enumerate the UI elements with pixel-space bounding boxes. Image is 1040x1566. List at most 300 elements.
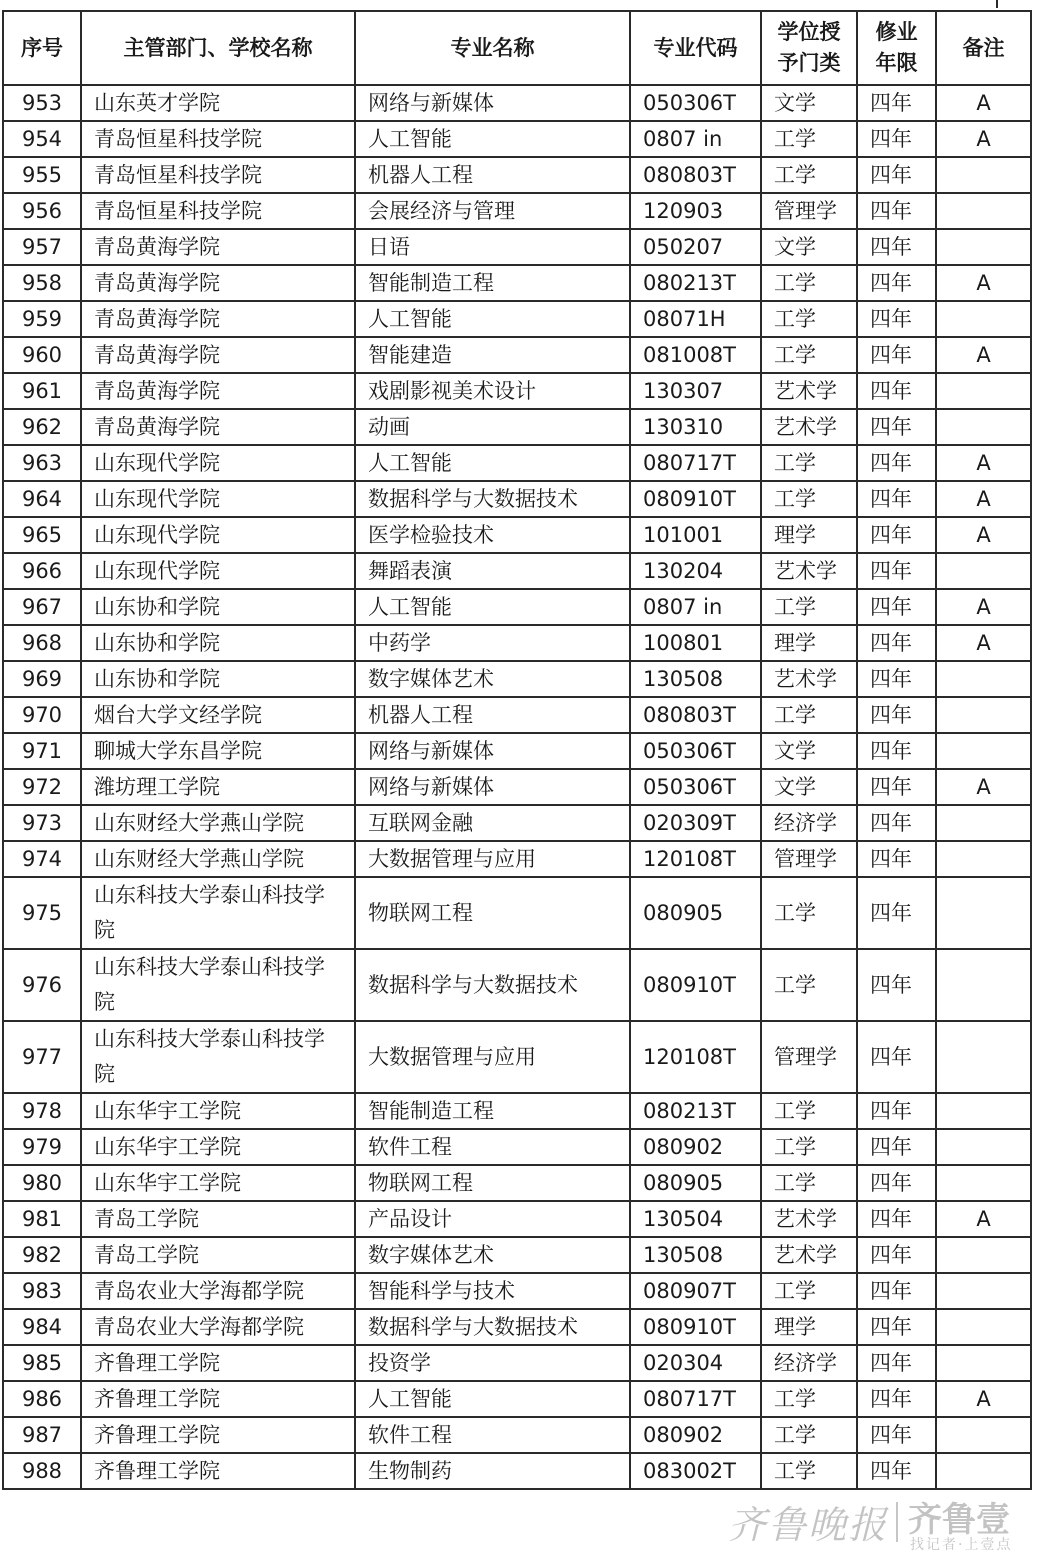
cell-code: 0807 in — [630, 589, 761, 625]
cell-major: 互联网金融 — [355, 805, 630, 841]
cell-school: 山东华宇工学院 — [81, 1165, 355, 1201]
table-row — [3, 229, 1031, 265]
cell-note — [936, 1273, 1031, 1309]
header-degree-category-line1: 学位授 — [777, 20, 841, 44]
cell-study-length: 四年 — [857, 301, 936, 337]
table-row — [3, 409, 1031, 445]
table-row — [3, 553, 1031, 589]
cell-code: 120108T — [630, 1021, 761, 1093]
cell-school: 青岛恒星科技学院 — [81, 121, 355, 157]
cell-code: 080717T — [630, 445, 761, 481]
cell-study-length: 四年 — [857, 589, 936, 625]
cell-code: 080717T — [630, 1381, 761, 1417]
cell-code: 120903 — [630, 193, 761, 229]
cell-school: 山东协和学院 — [81, 625, 355, 661]
cell-seq: 981 — [3, 1201, 81, 1237]
cell-school: 山东华宇工学院 — [81, 1129, 355, 1165]
cell-study-length: 四年 — [857, 1165, 936, 1201]
table-row — [3, 337, 1031, 373]
cell-seq: 954 — [3, 121, 81, 157]
cell-school: 聊城大学东昌学院 — [81, 733, 355, 769]
cell-note: A — [936, 337, 1031, 373]
cell-major: 物联网工程 — [355, 1165, 630, 1201]
page-edge-line — [996, 0, 998, 8]
cell-seq: 975 — [3, 877, 81, 949]
cell-school: 山东科技大学泰山科技学院 — [81, 1021, 355, 1093]
table-row — [3, 1129, 1031, 1165]
cell-seq: 963 — [3, 445, 81, 481]
header-study-length — [857, 11, 936, 85]
cell-code: 130504 — [630, 1201, 761, 1237]
cell-study-length: 四年 — [857, 1381, 936, 1417]
cell-major: 网络与新媒体 — [355, 85, 630, 121]
cell-note — [936, 1021, 1031, 1093]
watermark-slogan: 找记者·上壹点 — [910, 1537, 1013, 1553]
cell-study-length: 四年 — [857, 265, 936, 301]
cell-major: 舞蹈表演 — [355, 553, 630, 589]
cell-degree-category: 文学 — [761, 733, 857, 769]
cell-note — [936, 373, 1031, 409]
cell-study-length: 四年 — [857, 1309, 936, 1345]
cell-degree-category: 工学 — [761, 337, 857, 373]
table-row — [3, 1021, 1031, 1093]
cell-note — [936, 805, 1031, 841]
table-row — [3, 373, 1031, 409]
cell-seq: 974 — [3, 841, 81, 877]
cell-degree-category: 文学 — [761, 769, 857, 805]
cell-major: 智能建造 — [355, 337, 630, 373]
cell-note — [936, 1309, 1031, 1345]
cell-note — [936, 1165, 1031, 1201]
cell-code: 080910T — [630, 949, 761, 1021]
table-row — [3, 1345, 1031, 1381]
cell-major: 中药学 — [355, 625, 630, 661]
cell-major: 智能科学与技术 — [355, 1273, 630, 1309]
cell-degree-category: 艺术学 — [761, 1201, 857, 1237]
cell-seq: 985 — [3, 1345, 81, 1381]
cell-major: 人工智能 — [355, 445, 630, 481]
cell-study-length: 四年 — [857, 733, 936, 769]
cell-code: 08071H — [630, 301, 761, 337]
cell-major: 医学检验技术 — [355, 517, 630, 553]
cell-note: A — [936, 625, 1031, 661]
cell-study-length: 四年 — [857, 1021, 936, 1093]
cell-school: 青岛黄海学院 — [81, 265, 355, 301]
table-row — [3, 1309, 1031, 1345]
cell-code: 130508 — [630, 1237, 761, 1273]
table-row — [3, 625, 1031, 661]
cell-degree-category: 工学 — [761, 1417, 857, 1453]
table-row — [3, 445, 1031, 481]
cell-degree-category: 工学 — [761, 445, 857, 481]
table-row — [3, 1201, 1031, 1237]
cell-code: 120108T — [630, 841, 761, 877]
cell-major: 投资学 — [355, 1345, 630, 1381]
table-row — [3, 733, 1031, 769]
cell-note — [936, 1345, 1031, 1381]
table-row — [3, 1237, 1031, 1273]
cell-code: 050306T — [630, 769, 761, 805]
cell-major: 数字媒体艺术 — [355, 661, 630, 697]
cell-code: 080905 — [630, 1165, 761, 1201]
cell-study-length: 四年 — [857, 85, 936, 121]
cell-study-length: 四年 — [857, 1129, 936, 1165]
cell-note — [936, 1093, 1031, 1129]
cell-degree-category: 管理学 — [761, 1021, 857, 1093]
cell-major: 人工智能 — [355, 121, 630, 157]
cell-study-length: 四年 — [857, 1201, 936, 1237]
cell-major: 大数据管理与应用 — [355, 841, 630, 877]
cell-seq: 978 — [3, 1093, 81, 1129]
cell-study-length: 四年 — [857, 877, 936, 949]
cell-degree-category: 工学 — [761, 1453, 857, 1489]
cell-degree-category: 工学 — [761, 877, 857, 949]
cell-degree-category: 理学 — [761, 517, 857, 553]
cell-seq: 957 — [3, 229, 81, 265]
cell-degree-category: 艺术学 — [761, 553, 857, 589]
cell-code: 130307 — [630, 373, 761, 409]
cell-study-length: 四年 — [857, 625, 936, 661]
cell-degree-category: 工学 — [761, 1165, 857, 1201]
cell-note: A — [936, 445, 1031, 481]
cell-degree-category: 工学 — [761, 1381, 857, 1417]
cell-school: 山东科技大学泰山科技学院 — [81, 949, 355, 1021]
cell-degree-category: 艺术学 — [761, 409, 857, 445]
cell-code: 050306T — [630, 733, 761, 769]
cell-seq: 976 — [3, 949, 81, 1021]
table-row — [3, 157, 1031, 193]
cell-degree-category: 工学 — [761, 1273, 857, 1309]
cell-school: 青岛农业大学海都学院 — [81, 1309, 355, 1345]
newspaper-watermark — [728, 1492, 1033, 1562]
cell-school: 齐鲁理工学院 — [81, 1453, 355, 1489]
cell-school: 齐鲁理工学院 — [81, 1381, 355, 1417]
cell-study-length: 四年 — [857, 949, 936, 1021]
cell-degree-category: 文学 — [761, 229, 857, 265]
cell-study-length: 四年 — [857, 769, 936, 805]
cell-note — [936, 409, 1031, 445]
cell-note — [936, 301, 1031, 337]
cell-degree-category: 工学 — [761, 1093, 857, 1129]
cell-school: 青岛恒星科技学院 — [81, 157, 355, 193]
cell-major: 大数据管理与应用 — [355, 1021, 630, 1093]
cell-code: 050306T — [630, 85, 761, 121]
table-row — [3, 661, 1031, 697]
cell-degree-category: 管理学 — [761, 841, 857, 877]
cell-note: A — [936, 1201, 1031, 1237]
table-row — [3, 517, 1031, 553]
cell-note — [936, 193, 1031, 229]
cell-study-length: 四年 — [857, 157, 936, 193]
cell-degree-category: 工学 — [761, 301, 857, 337]
cell-degree-category: 文学 — [761, 85, 857, 121]
cell-degree-category: 艺术学 — [761, 373, 857, 409]
header-study-length-line1: 修业 — [875, 20, 918, 44]
cell-degree-category: 工学 — [761, 157, 857, 193]
table-row — [3, 1165, 1031, 1201]
cell-note: A — [936, 265, 1031, 301]
cell-code: 080213T — [630, 265, 761, 301]
table-header-row — [3, 11, 1031, 85]
cell-school: 山东财经大学燕山学院 — [81, 841, 355, 877]
cell-school: 青岛恒星科技学院 — [81, 193, 355, 229]
cell-study-length: 四年 — [857, 517, 936, 553]
watermark-brand: 齐鲁壹 — [908, 1500, 1010, 1540]
cell-code: 050207 — [630, 229, 761, 265]
cell-degree-category: 理学 — [761, 1309, 857, 1345]
cell-seq: 972 — [3, 769, 81, 805]
cell-note: A — [936, 85, 1031, 121]
cell-code: 0807 in — [630, 121, 761, 157]
cell-note — [936, 553, 1031, 589]
cell-school: 青岛黄海学院 — [81, 337, 355, 373]
cell-code: 080803T — [630, 697, 761, 733]
cell-seq: 988 — [3, 1453, 81, 1489]
cell-major: 软件工程 — [355, 1129, 630, 1165]
cell-seq: 966 — [3, 553, 81, 589]
table-row — [3, 1273, 1031, 1309]
cell-seq: 977 — [3, 1021, 81, 1093]
cell-major: 戏剧影视美术设计 — [355, 373, 630, 409]
cell-seq: 961 — [3, 373, 81, 409]
cell-seq: 982 — [3, 1237, 81, 1273]
header-code: 专业代码 — [630, 11, 761, 85]
cell-degree-category: 工学 — [761, 949, 857, 1021]
table-row — [3, 301, 1031, 337]
cell-degree-category: 理学 — [761, 625, 857, 661]
cell-seq: 971 — [3, 733, 81, 769]
cell-school: 山东现代学院 — [81, 553, 355, 589]
cell-code: 081008T — [630, 337, 761, 373]
cell-note — [936, 697, 1031, 733]
cell-note — [936, 1417, 1031, 1453]
major-list-table — [2, 10, 1032, 1490]
cell-code: 080213T — [630, 1093, 761, 1129]
cell-code: 080910T — [630, 481, 761, 517]
cell-school: 青岛农业大学海都学院 — [81, 1273, 355, 1309]
cell-seq: 983 — [3, 1273, 81, 1309]
cell-seq: 980 — [3, 1165, 81, 1201]
cell-major: 人工智能 — [355, 589, 630, 625]
table-row — [3, 769, 1031, 805]
cell-school: 青岛黄海学院 — [81, 229, 355, 265]
cell-code: 083002T — [630, 1453, 761, 1489]
table-row — [3, 85, 1031, 121]
cell-school: 山东协和学院 — [81, 589, 355, 625]
cell-major: 软件工程 — [355, 1417, 630, 1453]
table-row — [3, 265, 1031, 301]
cell-study-length: 四年 — [857, 445, 936, 481]
header-degree-category-line2: 予门类 — [777, 51, 841, 75]
cell-code: 080905 — [630, 877, 761, 949]
cell-note — [936, 229, 1031, 265]
cell-note — [936, 733, 1031, 769]
table-row — [3, 805, 1031, 841]
cell-note — [936, 1237, 1031, 1273]
header-note: 备注 — [936, 11, 1031, 85]
cell-degree-category: 工学 — [761, 697, 857, 733]
cell-code: 080902 — [630, 1129, 761, 1165]
cell-school: 山东华宇工学院 — [81, 1093, 355, 1129]
table-row — [3, 1381, 1031, 1417]
cell-seq: 953 — [3, 85, 81, 121]
cell-school: 青岛黄海学院 — [81, 301, 355, 337]
cell-seq: 979 — [3, 1129, 81, 1165]
cell-seq: 955 — [3, 157, 81, 193]
cell-major: 数据科学与大数据技术 — [355, 481, 630, 517]
cell-code: 020309T — [630, 805, 761, 841]
cell-study-length: 四年 — [857, 841, 936, 877]
cell-code: 080910T — [630, 1309, 761, 1345]
cell-study-length: 四年 — [857, 697, 936, 733]
cell-school: 山东现代学院 — [81, 481, 355, 517]
cell-degree-category: 艺术学 — [761, 1237, 857, 1273]
cell-major: 网络与新媒体 — [355, 733, 630, 769]
cell-seq: 984 — [3, 1309, 81, 1345]
cell-study-length: 四年 — [857, 193, 936, 229]
cell-seq: 964 — [3, 481, 81, 517]
table-row — [3, 481, 1031, 517]
cell-degree-category: 工学 — [761, 265, 857, 301]
cell-seq: 959 — [3, 301, 81, 337]
cell-major: 数据科学与大数据技术 — [355, 1309, 630, 1345]
cell-code: 101001 — [630, 517, 761, 553]
cell-major: 人工智能 — [355, 301, 630, 337]
cell-code: 130204 — [630, 553, 761, 589]
table-row — [3, 841, 1031, 877]
cell-school: 山东财经大学燕山学院 — [81, 805, 355, 841]
cell-degree-category: 工学 — [761, 589, 857, 625]
cell-study-length: 四年 — [857, 1273, 936, 1309]
cell-note — [936, 949, 1031, 1021]
cell-major: 物联网工程 — [355, 877, 630, 949]
cell-note — [936, 877, 1031, 949]
cell-seq: 987 — [3, 1417, 81, 1453]
cell-school: 潍坊理工学院 — [81, 769, 355, 805]
table-row — [3, 949, 1031, 1021]
cell-code: 130508 — [630, 661, 761, 697]
cell-seq: 956 — [3, 193, 81, 229]
cell-study-length: 四年 — [857, 409, 936, 445]
cell-code: 080803T — [630, 157, 761, 193]
table-row — [3, 193, 1031, 229]
cell-degree-category: 艺术学 — [761, 661, 857, 697]
cell-note: A — [936, 589, 1031, 625]
cell-note: A — [936, 517, 1031, 553]
cell-school: 青岛黄海学院 — [81, 373, 355, 409]
cell-major: 产品设计 — [355, 1201, 630, 1237]
table-row — [3, 1093, 1031, 1129]
cell-school: 山东现代学院 — [81, 517, 355, 553]
cell-seq: 962 — [3, 409, 81, 445]
header-seq: 序号 — [3, 11, 81, 85]
watermark-main-text: 齐鲁晚报 — [728, 1503, 889, 1547]
cell-school: 齐鲁理工学院 — [81, 1345, 355, 1381]
cell-seq: 968 — [3, 625, 81, 661]
table-row — [3, 121, 1031, 157]
cell-school: 山东科技大学泰山科技学院 — [81, 877, 355, 949]
cell-school: 青岛工学院 — [81, 1201, 355, 1237]
cell-school: 山东协和学院 — [81, 661, 355, 697]
cell-school: 青岛黄海学院 — [81, 409, 355, 445]
cell-note — [936, 841, 1031, 877]
cell-school: 青岛工学院 — [81, 1237, 355, 1273]
cell-study-length: 四年 — [857, 1093, 936, 1129]
cell-code: 130310 — [630, 409, 761, 445]
table-body — [3, 85, 1031, 1489]
cell-study-length: 四年 — [857, 337, 936, 373]
cell-study-length: 四年 — [857, 1237, 936, 1273]
table-row — [3, 1417, 1031, 1453]
cell-major: 会展经济与管理 — [355, 193, 630, 229]
cell-major: 机器人工程 — [355, 697, 630, 733]
cell-major: 智能制造工程 — [355, 265, 630, 301]
table-row — [3, 1453, 1031, 1489]
cell-code: 100801 — [630, 625, 761, 661]
cell-study-length: 四年 — [857, 661, 936, 697]
cell-school: 烟台大学文经学院 — [81, 697, 355, 733]
header-degree-category — [761, 11, 857, 85]
cell-major: 智能制造工程 — [355, 1093, 630, 1129]
cell-note: A — [936, 1381, 1031, 1417]
cell-degree-category: 经济学 — [761, 805, 857, 841]
table-row — [3, 589, 1031, 625]
cell-study-length: 四年 — [857, 373, 936, 409]
cell-note: A — [936, 481, 1031, 517]
cell-major: 日语 — [355, 229, 630, 265]
cell-degree-category: 工学 — [761, 121, 857, 157]
cell-seq: 970 — [3, 697, 81, 733]
cell-seq: 965 — [3, 517, 81, 553]
table-row — [3, 697, 1031, 733]
cell-seq: 986 — [3, 1381, 81, 1417]
cell-note: A — [936, 121, 1031, 157]
cell-study-length: 四年 — [857, 1417, 936, 1453]
cell-study-length: 四年 — [857, 805, 936, 841]
cell-note — [936, 1129, 1031, 1165]
cell-major: 网络与新媒体 — [355, 769, 630, 805]
cell-major: 生物制药 — [355, 1453, 630, 1489]
header-major: 专业名称 — [355, 11, 630, 85]
cell-note — [936, 1453, 1031, 1489]
cell-study-length: 四年 — [857, 481, 936, 517]
cell-seq: 960 — [3, 337, 81, 373]
cell-major: 人工智能 — [355, 1381, 630, 1417]
table-row — [3, 877, 1031, 949]
cell-seq: 958 — [3, 265, 81, 301]
cell-degree-category: 经济学 — [761, 1345, 857, 1381]
cell-major: 数字媒体艺术 — [355, 1237, 630, 1273]
cell-seq: 967 — [3, 589, 81, 625]
cell-school: 山东现代学院 — [81, 445, 355, 481]
cell-seq: 969 — [3, 661, 81, 697]
cell-school: 山东英才学院 — [81, 85, 355, 121]
cell-major: 动画 — [355, 409, 630, 445]
header-school: 主管部门、学校名称 — [81, 11, 355, 85]
cell-study-length: 四年 — [857, 229, 936, 265]
cell-school: 齐鲁理工学院 — [81, 1417, 355, 1453]
cell-note — [936, 661, 1031, 697]
cell-study-length: 四年 — [857, 1345, 936, 1381]
cell-degree-category: 工学 — [761, 1129, 857, 1165]
cell-code: 080902 — [630, 1417, 761, 1453]
cell-study-length: 四年 — [857, 121, 936, 157]
cell-major: 数据科学与大数据技术 — [355, 949, 630, 1021]
cell-major: 机器人工程 — [355, 157, 630, 193]
cell-note: A — [936, 769, 1031, 805]
cell-degree-category: 工学 — [761, 481, 857, 517]
cell-study-length: 四年 — [857, 1453, 936, 1489]
